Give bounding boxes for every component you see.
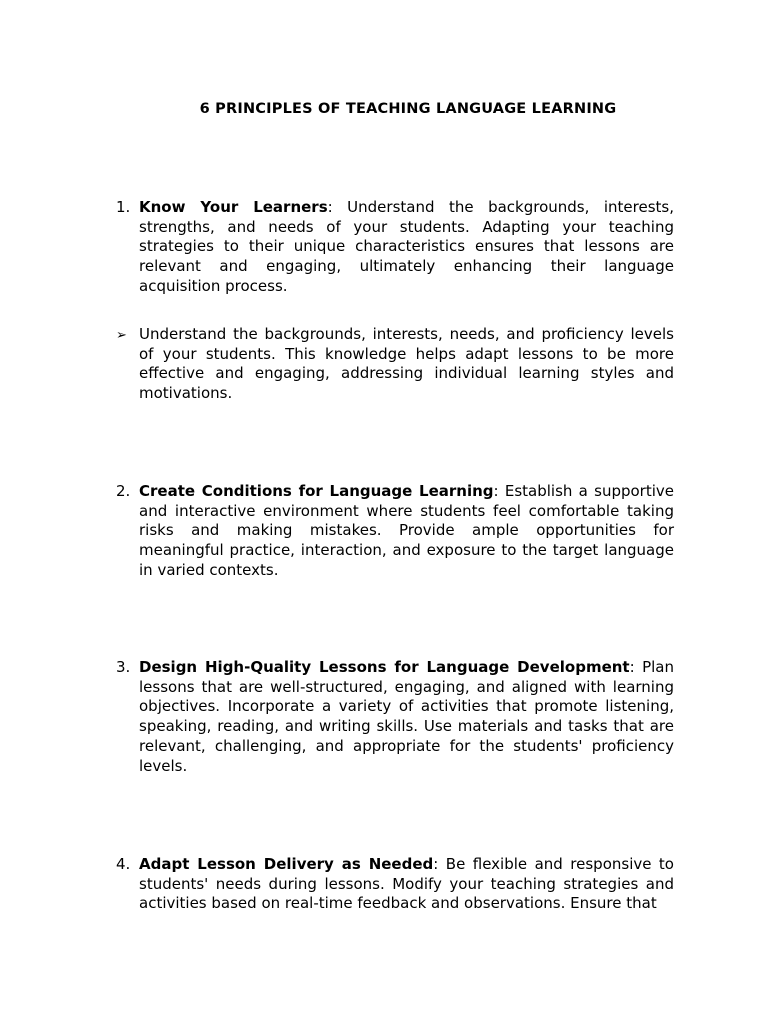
principle-heading: Know Your Learners	[139, 198, 328, 216]
principle-body	[139, 855, 674, 914]
principle-heading: Design High-Quality Lessons for Language Development	[139, 658, 630, 676]
bullet-point	[116, 325, 674, 404]
principle-text: : Understand the backgrounds, interests, strengths, and needs of your students. Adapting your teaching strategies to their unique characteristics ensures that lessons are relevant and engaging, ultimately enhancing their language acquisition process.	[139, 198, 674, 295]
principle-body	[139, 658, 674, 776]
arrow-bullet-icon: ➢	[116, 328, 127, 343]
principle-text: : Plan lessons that are well-structured, engaging, and aligned with learning objectives. Incorporate a variety of activities that promote listening, speaking, reading, and writing skills. Use materials and tasks that are relevant, challenging, and appropriate for the students' proficiency levels.	[139, 658, 675, 775]
list-number: 4.	[116, 855, 131, 873]
bullet-text: Understand the backgrounds, interests, needs, and proficiency levels of your students. This knowledge helps adapt lessons to be more effective and engaging, addressing individual learning styles and motivations.	[139, 325, 674, 403]
principle-heading: Create Conditions for Language Learning	[139, 482, 494, 500]
principle-4	[116, 855, 674, 914]
principle-heading: Adapt Lesson Delivery as Needed	[139, 855, 434, 873]
principle-2	[116, 482, 674, 581]
list-number: 1.	[116, 198, 131, 216]
principle-text: : Establish a supportive and interactive environment where students feel comfortable taking risks and making mistakes. Provide ample opportunities for meaningful practice, interaction, and exposure to the target language in varied contexts.	[139, 482, 674, 579]
principle-body	[139, 198, 674, 297]
list-number: 2.	[116, 482, 131, 500]
principle-text: : Be flexible and responsive to students' needs during lessons. Modify your teaching strategies and activities based on real-time feedback and observations. Ensure that	[139, 855, 674, 913]
principle-body	[139, 482, 674, 581]
principle-1	[116, 198, 674, 297]
list-number: 3.	[116, 658, 131, 676]
document-title: 6 PRINCIPLES OF TEACHING LANGUAGE LEARNING	[199, 101, 617, 117]
principle-3	[116, 658, 674, 776]
